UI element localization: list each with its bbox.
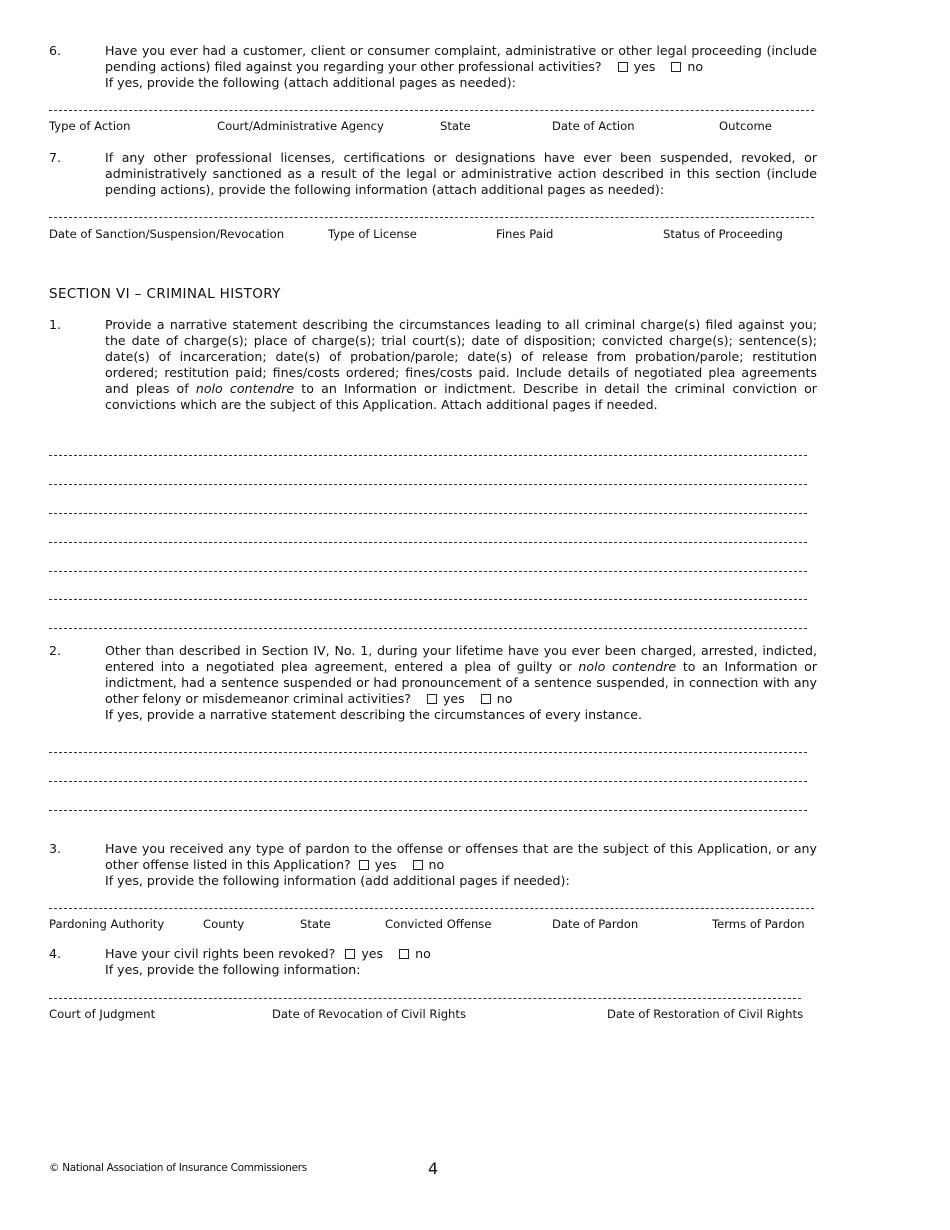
s3-answer-line[interactable] [49,908,814,909]
q6-followup: If yes, provide the following (attach additional pages as needed): [105,75,516,90]
s4-followup: If yes, provide the following information: [105,962,361,977]
s4-yes-label: yes [361,946,384,961]
s2-yes-label: yes [442,691,465,706]
q6-yes-checkbox[interactable] [618,62,628,72]
s2-answer-line[interactable] [49,752,807,753]
s1-answer-line[interactable] [49,484,807,485]
q6-col-type-of-action: Type of Action [49,119,131,133]
s4-no-label: no [415,946,431,961]
s3-yes-checkbox[interactable] [359,860,369,870]
q7-number: 7. [49,150,62,165]
s3-col-convicted-offense: Convicted Offense [385,917,492,931]
s3-no-label: no [428,857,445,872]
q7-col-status: Status of Proceeding [663,227,783,241]
s4-answer-line[interactable] [49,998,801,999]
s1-text-a: Provide a narrative statement describing the circumstances leading to all criminal charge(s) filed against you; the date of charge(s); place of charge(s); trial court(s); date of disposition; convicted charge(s); sentence(s); date(s) of incarceration; date(s) of probation/parole; date(s) of release from probation/parole; restitution ordered; restitution paid; fines/costs ordered; fines/costs paid. Include details of negotiated plea agreements and pleas of [105,317,817,396]
s1-answer-line[interactable] [49,542,807,543]
s3-yes-label: yes [374,857,397,872]
s1-italic: nolo contendre [195,381,295,396]
q6-col-date-of-action: Date of Action [552,119,635,133]
q6-col-outcome: Outcome [719,119,772,133]
s1-answer-line[interactable] [49,571,807,572]
s4-col-court-of-judgment: Court of Judgment [49,1007,156,1021]
q6-number: 6. [49,43,62,58]
q7-col-type-of-license: Type of License [328,227,417,241]
s3-question [105,841,817,889]
q6-question [105,43,817,91]
s2-yes-checkbox[interactable] [427,694,437,704]
s2-text-b: to an Information or indictment, had a sentence suspended or had pronouncement of a sentence suspended, in connection with any other felony or misdemeanor criminal activities? [105,659,818,706]
s4-no-checkbox[interactable] [399,949,409,959]
s1-number: 1. [49,317,62,332]
q6-answer-line[interactable] [49,110,814,111]
s2-no-label: no [496,691,513,706]
s1-answer-line[interactable] [49,455,807,456]
footer-copyright: © National Association of Insurance Commissioners [49,1162,307,1174]
s4-number: 4. [49,946,62,961]
q7-text: If any other professional licenses, certifications or designations have ever been suspended, revoked, or administratively sanctioned as a result of the legal or administrative action described in this section (include pending actions), provide the following information (attach additional pages as needed): [105,150,817,197]
s2-question [105,643,817,723]
s2-italic: nolo contendre [578,659,677,674]
s3-col-terms-of-pardon: Terms of Pardon [712,917,805,931]
q6-col-state: State [440,119,471,133]
s4-yes-checkbox[interactable] [345,949,355,959]
q6-col-court-agency: Court/Administrative Agency [217,119,384,133]
s3-text: Have you received any type of pardon to the offense or offenses that are the subject of this Application, or any other offense listed in this Application? [105,841,817,872]
s1-question [105,317,817,413]
q6-yes-label: yes [633,59,656,74]
q6-no-label: no [687,59,704,74]
s2-followup: If yes, provide a narrative statement describing the circumstances of every instance. [105,707,643,722]
s3-followup: If yes, provide the following information (add additional pages if needed): [105,873,570,888]
s3-col-date-of-pardon: Date of Pardon [552,917,639,931]
q7-answer-line[interactable] [49,217,814,218]
s4-question [105,946,817,978]
q6-no-checkbox[interactable] [671,62,681,72]
s1-answer-line[interactable] [49,599,807,600]
section-heading: SECTION VI – CRIMINAL HISTORY [49,286,281,302]
page-number: 4 [428,1159,439,1178]
s3-col-pardoning-authority: Pardoning Authority [49,917,165,931]
s4-text: Have your civil rights been revoked? [105,946,336,961]
s2-answer-line[interactable] [49,810,807,811]
s4-col-date-of-restoration: Date of Restoration of Civil Rights [607,1007,804,1021]
s1-answer-line[interactable] [49,513,807,514]
q7-col-fines-paid: Fines Paid [496,227,554,241]
q7-col-date-of-sanction: Date of Sanction/Suspension/Revocation [49,227,285,241]
s4-col-date-of-revocation: Date of Revocation of Civil Rights [272,1007,466,1021]
s3-col-county: County [203,917,245,931]
s3-number: 3. [49,841,62,856]
s2-number: 2. [49,643,62,658]
s3-col-state: State [300,917,331,931]
s2-text-a: Other than described in Section IV, No. 1, during your lifetime have you ever been charged, arrested, indicted, entered into a negotiated plea agreement, entered a plea of guilty or [105,643,817,674]
q6-text: Have you ever had a customer, client or consumer complaint, administrative or other legal proceeding (include pending actions) filed against you regarding your other professional activities? [105,43,817,74]
s1-answer-line[interactable] [49,628,807,629]
s2-answer-line[interactable] [49,781,807,782]
s3-no-checkbox[interactable] [413,860,423,870]
s1-text-b: to an Information or indictment. Describe in detail the criminal conviction or convictions which are the subject of this Application. Attach additional pages if needed. [105,381,817,412]
s2-no-checkbox[interactable] [481,694,491,704]
